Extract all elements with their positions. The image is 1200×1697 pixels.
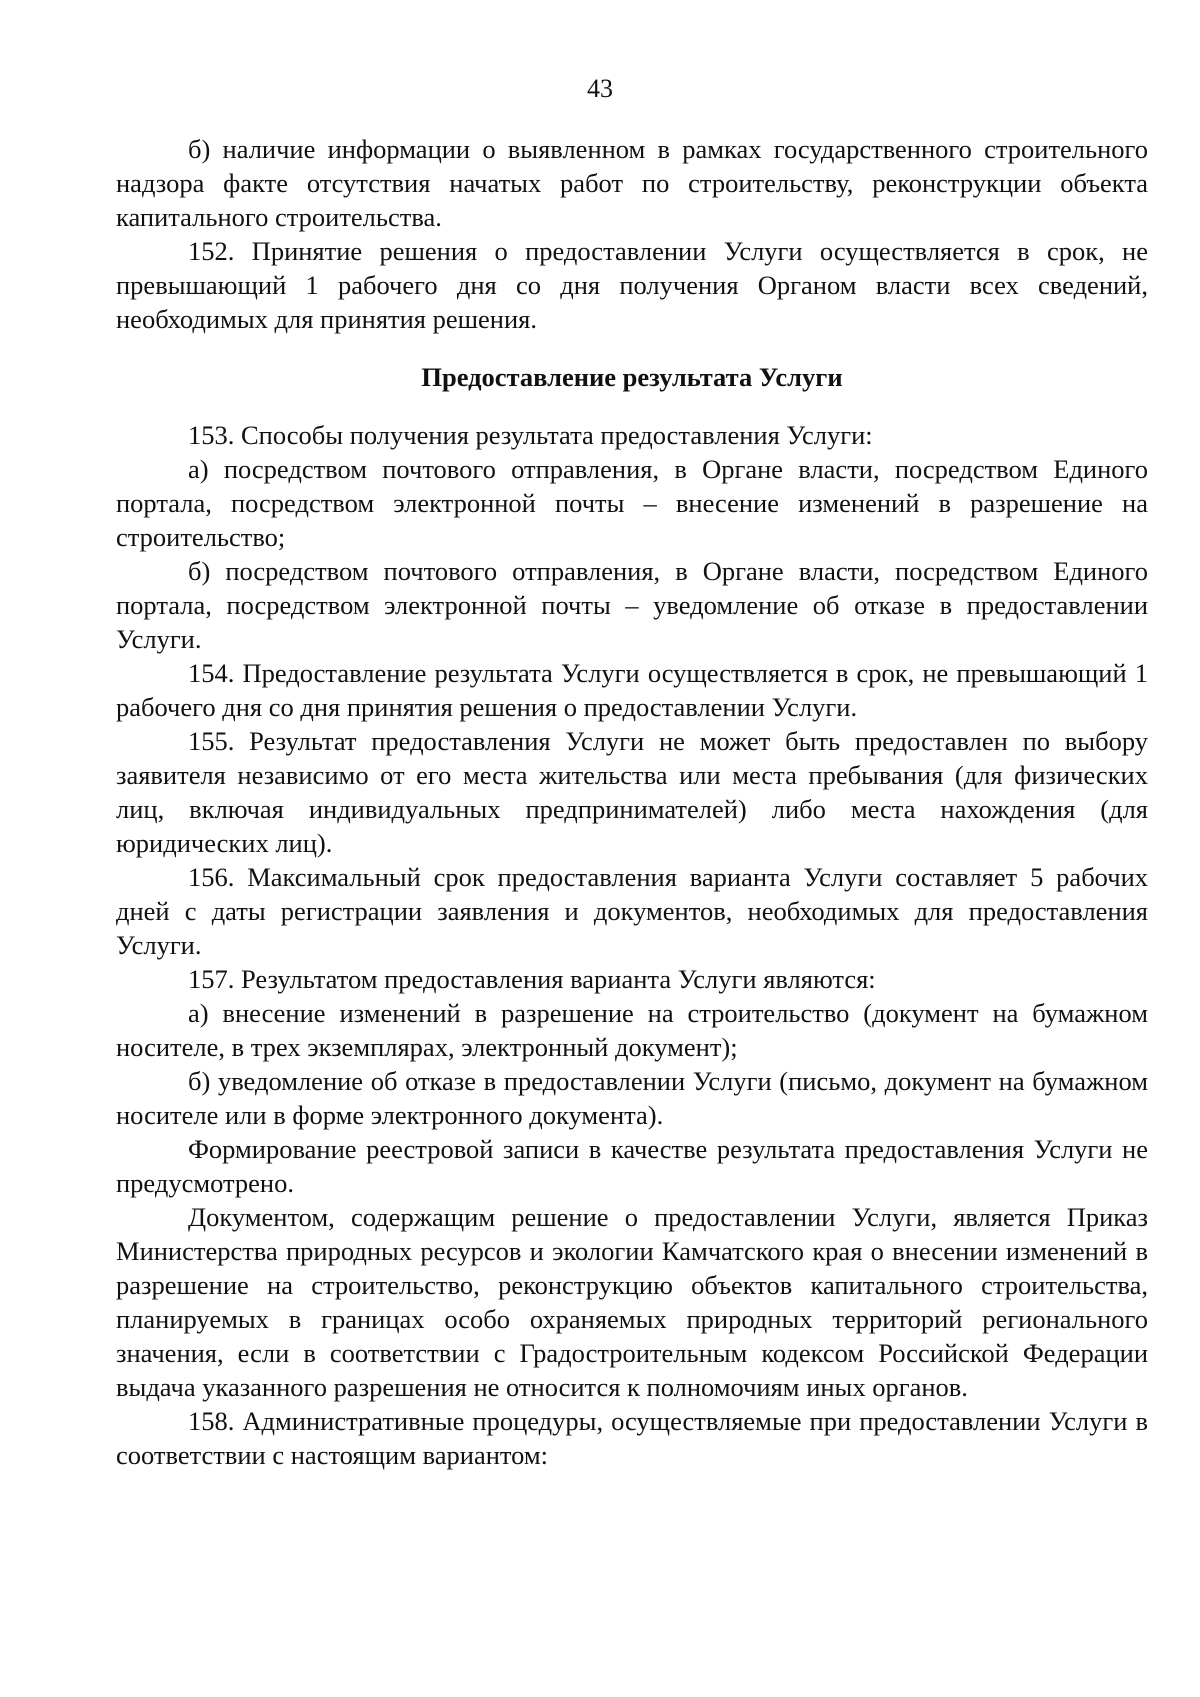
paragraph: 156. Максимальный срок предоставления варианта Услуги составляет 5 рабочих дней с даты регистрации заявления и документов, необходимых для предоставления Услуги. xyxy=(116,862,1148,960)
document-body xyxy=(116,132,1148,1472)
paragraph: б) наличие информации о выявленном в рамках государственного строительного надзора факте отсутствия начатых работ по строительству, реконструкции объекта капитального строительства. xyxy=(116,134,1148,232)
paragraph: Документом, содержащим решение о предоставлении Услуги, является Приказ Министерства природных ресурсов и экологии Камчатского края о внесении изменений в разрешение на строительство, реконструкцию объектов капитального строительства, планируемых в границах особо охраняемых природных территорий регионального значения, если в соответствии с Градостроительным кодексом Российской Федерации выдача указанного разрешения не относится к полномочиям иных органов. xyxy=(116,1202,1148,1402)
paragraph: а) посредством почтового отправления, в Органе власти, посредством Единого портала, посредством электронной почты – внесение изменений в разрешение на строительство; xyxy=(116,454,1148,552)
paragraph: б) уведомление об отказе в предоставлении Услуги (письмо, документ на бумажном носителе или в форме электронного документа). xyxy=(116,1066,1148,1130)
page-number: 43 xyxy=(587,74,613,103)
paragraph: 154. Предоставление результата Услуги осуществляется в срок, не превышающий 1 рабочего дня со дня принятия решения о предоставлении Услуги. xyxy=(116,658,1148,722)
paragraph: 155. Результат предоставления Услуги не может быть предоставлен по выбору заявителя независимо от его места жительства или места пребывания (для физических лиц, включая индивидуальных предпринимателей) либо места нахождения (для юридических лиц). xyxy=(116,726,1148,858)
section-heading: Предоставление результата Услуги xyxy=(421,362,843,392)
paragraph: б) посредством почтового отправления, в Органе власти, посредством Единого портала, посредством электронной почты – уведомление об отказе в предоставлении Услуги. xyxy=(116,556,1148,654)
paragraph: а) внесение изменений в разрешение на строительство (документ на бумажном носителе, в трех экземплярах, электронный документ); xyxy=(116,998,1148,1062)
paragraph: 157. Результатом предоставления варианта Услуги являются: xyxy=(188,964,876,994)
paragraph: 152. Принятие решения о предоставлении Услуги осуществляется в срок, не превышающий 1 рабочего дня со дня получения Органом власти всех сведений, необходимых для принятия решения. xyxy=(116,236,1148,334)
paragraph: 158. Административные процедуры, осуществляемые при предоставлении Услуги в соответствии с настоящим вариантом: xyxy=(116,1406,1148,1470)
paragraph: Формирование реестровой записи в качестве результата предоставления Услуги не предусмотрено. xyxy=(116,1134,1148,1198)
paragraph: 153. Способы получения результата предоставления Услуги: xyxy=(188,420,873,450)
